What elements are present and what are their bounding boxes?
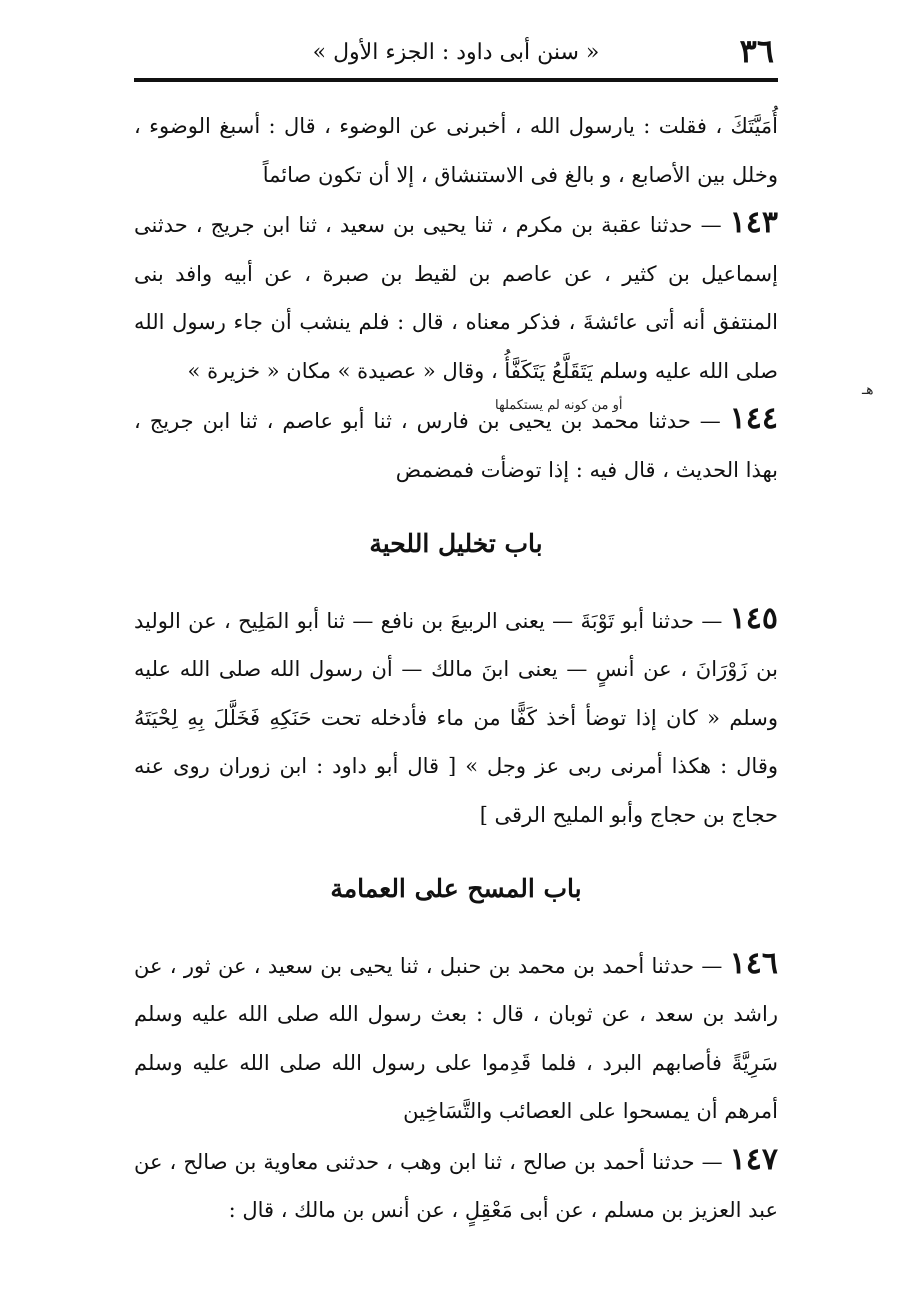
- paragraph-continuation: [134, 102, 778, 199]
- hadith-147: [134, 1136, 778, 1235]
- hadith-144: [134, 395, 778, 494]
- hadith-number: ١٤٤: [729, 401, 778, 436]
- hadith-text: — حدثنا محمد بن يحيى بن فارس ، ثنا أبو عاصم ، ثنا ابن جريج ، بهذا الحديث ، قال فيه : إذا توضأت فمضمض: [134, 409, 778, 482]
- page-number: ٣٦: [739, 32, 774, 70]
- hadith-number: ١٤٦: [729, 945, 778, 981]
- handwritten-marginal-note: أو من كونه لم يستكملها: [495, 398, 623, 413]
- header-rule: [134, 78, 778, 82]
- hadith-text: — حدثنا أحمد بن محمد بن حنبل ، ثنا يحيى بن سعيد ، عن ثور ، عن راشد بن سعد ، عن ثوبان ، قال : بعث رسول الله صلى الله عليه وسلم سَرِيَّةً فأصابهم البرد ، فلما قَدِموا على رسول الله صلى الله عليه وسلم أمرهم أن يمسحوا على العصائب والتَّسَاخِين: [134, 953, 778, 1123]
- chapter-heading: باب تخليل اللحية: [369, 529, 543, 558]
- paragraph-text: أُمَيَّتَكَ ، فقلت : يارسول الله ، أخبرنى عن الوضوء ، قال : أسبغ الوضوء ، وخلل بين الأصابع ، و بالغ فى الاستنشاق ، إلا أن تكون صائماً: [134, 114, 778, 187]
- hadith-text: — حدثنا أحمد بن صالح ، ثنا ابن وهب ، حدثنى معاوية بن صالح ، عن عبد العزيز بن مسلم ، عن أبى مَعْقِلٍ ، عن أنس بن مالك ، قال :: [134, 1149, 778, 1222]
- page-header: [138, 28, 774, 78]
- hadith-number: ١٤٥: [729, 600, 778, 636]
- page-body: [134, 102, 778, 1235]
- hadith-145: [134, 595, 778, 840]
- hadith-text: — حدثنا أبو تَوْبَةَ — يعنى الربيعَ بن نافع — ثنا أبو المَلِيح ، عن الوليد بن زَوْرَانَ ، عن أنسٍ — يعنى ابنَ مالك — أن رسول الله صلى الله عليه وسلم « كان إذا توضأ أخذ كَفًّا من ماء فأدخله تحت حَنَكِهِ فَخَلَّلَ بِهِ لِحْيَتَهُ وقال : هكذا أمرنى ربى عز وجل » [ قال أبو داود : ابن زوران روى عنه حجاج بن حجاج وأبو المليح الرقى ]: [134, 608, 778, 827]
- chapter-heading: باب المسح على العمامة: [330, 874, 582, 903]
- running-title: « سنن أبى داود : الجزء الأول »: [312, 40, 600, 65]
- hadith-143: [134, 199, 778, 395]
- margin-mark: ﻫـ: [862, 382, 874, 398]
- hadith-text: — حدثنا عقبة بن مكرم ، ثنا يحيى بن سعيد ، ثنا ابن جريج ، حدثنى إسماعيل بن كثير ، عن عاصم بن لقيط بن صبرة ، عن أبيه وافد بنى المنتفق أنه أتى عائشةَ ، فذكر معناه ، قال : فلم ينشب أن جاء رسول الله صلى الله عليه وسلم يَتَقَلَّعُ يَتَكَفَّأُ ، وقال « عصيدة » مكان « خزيرة »: [134, 213, 778, 383]
- hadith-number: ١٤٧: [729, 1141, 778, 1177]
- hadith-number: ١٤٣: [729, 205, 778, 240]
- hadith-146: [134, 940, 778, 1136]
